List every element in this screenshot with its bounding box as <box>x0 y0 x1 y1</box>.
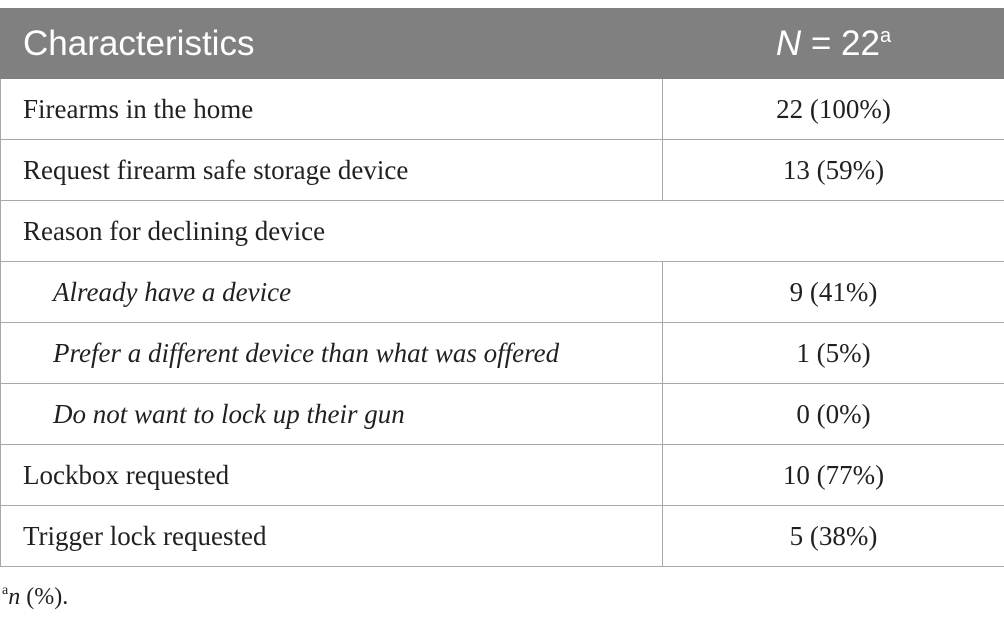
header-n <box>663 9 1004 79</box>
row-value: 22 (100%) <box>663 79 1004 140</box>
footnote-marker: a <box>2 583 9 598</box>
header-n-value: = 22 <box>810 23 880 63</box>
row-label: Prefer a different device than what was offered <box>1 323 663 384</box>
row-label: Firearms in the home <box>1 79 663 140</box>
row-value: 5 (38%) <box>663 506 1004 567</box>
header-n-symbol: N <box>775 23 802 63</box>
table-row <box>1 140 1004 201</box>
row-value: 0 (0%) <box>663 384 1004 445</box>
row-label: Already have a device <box>1 262 663 323</box>
row-label: Lockbox requested <box>1 445 663 506</box>
row-label: Do not want to lock up their gun <box>1 384 663 445</box>
footnote <box>2 584 68 611</box>
data-table <box>0 8 1004 567</box>
header-characteristics: Characteristics <box>1 9 663 79</box>
section-label: Reason for declining device <box>1 201 1004 262</box>
footnote-n-symbol: n <box>8 584 21 610</box>
row-value: 13 (59%) <box>663 140 1004 201</box>
row-value: 10 (77%) <box>663 445 1004 506</box>
header-row <box>1 9 1004 79</box>
row-value: 1 (5%) <box>663 323 1004 384</box>
header-n-superscript: a <box>880 24 892 47</box>
row-label: Trigger lock requested <box>1 506 663 567</box>
row-value: 9 (41%) <box>663 262 1004 323</box>
table-row-section <box>1 201 1004 262</box>
footnote-text: (%). <box>20 584 69 610</box>
table-row <box>1 262 1004 323</box>
table-row <box>1 445 1004 506</box>
row-label: Request firearm safe storage device <box>1 140 663 201</box>
table-row <box>1 79 1004 140</box>
table-row <box>1 323 1004 384</box>
table-row <box>1 506 1004 567</box>
table-row <box>1 384 1004 445</box>
